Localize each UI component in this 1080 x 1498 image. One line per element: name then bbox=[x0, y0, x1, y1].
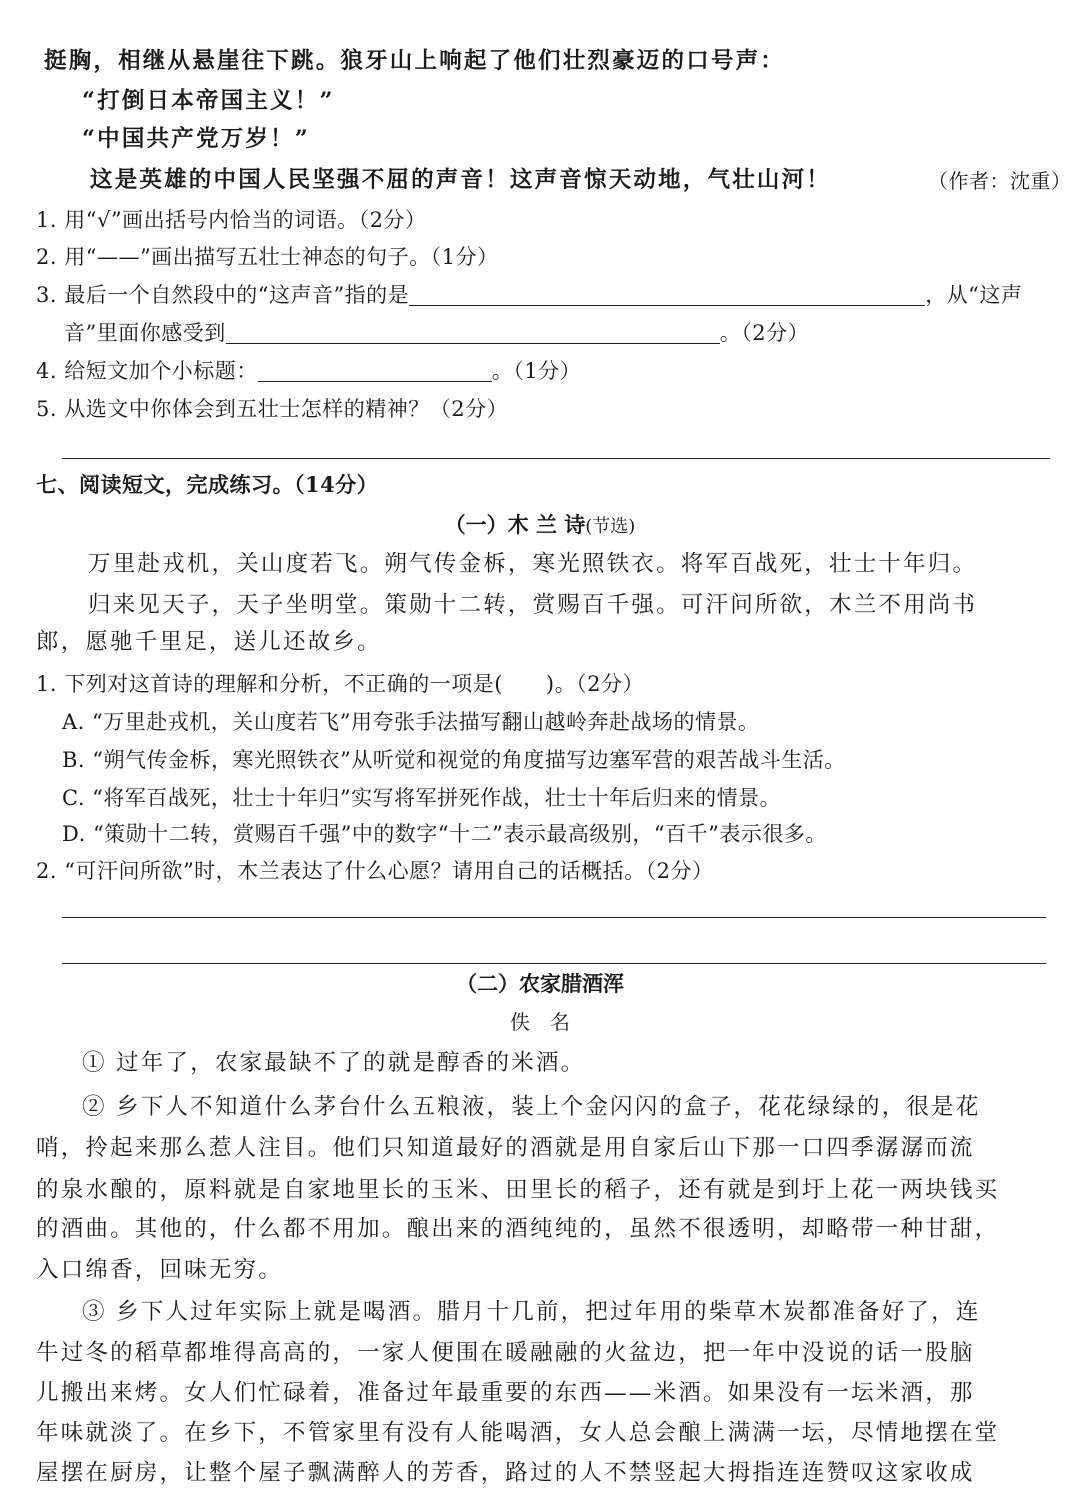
question-4-text-a: 4. 给短文加个小标题： bbox=[36, 359, 258, 383]
author-credit: （作者：沈重） bbox=[928, 169, 1072, 193]
answer-blank[interactable] bbox=[226, 321, 720, 344]
question-3-cont bbox=[64, 318, 809, 348]
section-heading: 七、阅读短文，完成练习。（14分） bbox=[36, 472, 379, 497]
answer-line[interactable] bbox=[62, 458, 1050, 459]
poem-title bbox=[0, 510, 1080, 542]
passage-line: “中国共产党万岁！” bbox=[82, 126, 310, 152]
question-3-text-a: 3. 最后一个自然段中的“这声音”指的是 bbox=[36, 283, 410, 307]
question-1: 1. 用“√”画出括号内恰当的词语。（2分） bbox=[36, 208, 427, 232]
article-line: 哨，拎起来那么惹人注目。他们只知道最好的酒就是用自家后山下那一口四季潺潺而流 bbox=[36, 1135, 975, 1161]
article-line: ② 乡下人不知道什么茅台什么五粮液，装上个金闪闪的盒子，花花绿绿的，很是花 bbox=[82, 1094, 981, 1120]
answer-blank[interactable] bbox=[258, 359, 492, 382]
poem-title-note: (节选) bbox=[585, 516, 636, 537]
poem-line: 万里赴戎机，关山度若飞。朔气传金柝，寒光照铁衣。将军百战死，壮士十年归。 bbox=[88, 551, 978, 577]
option-d: D. “策勋十二转，赏赐百千强”中的数字“十二”表示最高级别，“百千”表示很多。 bbox=[62, 822, 827, 846]
passage-line: 挺胸，相继从悬崖往下跳。狼牙山上响起了他们壮烈豪迈的口号声： bbox=[44, 48, 786, 74]
article-author: 佚 名 bbox=[510, 1010, 570, 1034]
question-3 bbox=[36, 280, 1022, 310]
article-line: 屋摆在厨房，让整个屋子飘满醉人的芳香，路过的人不禁竖起大拇指连连赞叹这家收成 bbox=[36, 1460, 975, 1486]
question-5: 5. 从选文中你体会到五壮士怎样的精神？（2分） bbox=[36, 397, 509, 421]
passage-line: “打倒日本帝国主义！” bbox=[82, 88, 335, 114]
article-line: ① 过年了，农家最缺不了的就是醇香的米酒。 bbox=[82, 1050, 586, 1076]
answer-line[interactable] bbox=[62, 963, 1046, 964]
article-title: （二）农家腊酒浑 bbox=[456, 971, 624, 996]
question-4 bbox=[36, 356, 581, 386]
question-4-text-b: 。（1分） bbox=[491, 359, 582, 383]
question-3-text-b: ，从“这声 bbox=[925, 283, 1023, 307]
question-1: 1. 下列对这首诗的理解和分析，不正确的一项是( )。（2分） bbox=[36, 672, 644, 696]
article-line: 年味就淡了。在乡下，不管家里有没有人能喝酒，女人总会酿上满满一坛，尽情地摆在堂 bbox=[36, 1420, 1000, 1446]
question-3-text-c: 音”里面你感受到 bbox=[64, 321, 226, 345]
option-b: B. “朔气传金柝，寒光照铁衣”从听觉和视觉的角度描写边塞军营的艰苦战斗生活。 bbox=[62, 748, 846, 772]
poem-title-text: （一）木 兰 诗 bbox=[444, 512, 586, 537]
answer-line[interactable] bbox=[62, 917, 1046, 918]
article-line: 入口绵香，回味无穷。 bbox=[36, 1257, 284, 1283]
question-3-text-d: 。（2分） bbox=[719, 321, 810, 345]
passage-line: 这是英雄的中国人民坚强不屈的声音！这声音惊天动地，气壮山河！ bbox=[90, 167, 832, 193]
poem-line: 郎，愿驰千里足，送儿还故乡。 bbox=[36, 629, 382, 655]
article-line: 儿搬出来烤。女人们忙碌着，准备过年最重要的东西——米酒。如果没有一坛米酒，那 bbox=[36, 1380, 975, 1406]
article-line: ③ 乡下人过年实际上就是喝酒。腊月十几前，把过年用的柴草木炭都准备好了，连 bbox=[82, 1299, 981, 1325]
answer-blank[interactable] bbox=[409, 283, 925, 306]
article-line: 牛过冬的稻草都堆得高高的，一家人便围在暖融融的火盆边，把一年中没说的话一股脑 bbox=[36, 1340, 975, 1366]
poem-line: 归来见天子，天子坐明堂。策勋十二转，赏赐百千强。可汗问所欲，木兰不用尚书 bbox=[88, 592, 978, 618]
question-2: 2. 用“——”画出描写五壮士神态的句子。（1分） bbox=[36, 245, 499, 269]
option-c: C. “将军百战死，壮士十年归”实写将军拼死作战，壮士十年后归来的情景。 bbox=[62, 786, 782, 810]
article-line: 的酒曲。其他的，什么都不用加。酿出来的酒纯纯的，虽然不很透明，却略带一种甘甜， bbox=[36, 1216, 1000, 1242]
option-a: A. “万里赴戎机，关山度若飞”用夸张手法描写翻山越岭奔赴战场的情景。 bbox=[62, 710, 760, 734]
question-2: 2. “可汗问所欲”时，木兰表达了什么心愿？请用自己的话概括。（2分） bbox=[36, 859, 714, 883]
article-line: 的泉水酿的，原料就是自家地里长的玉米、田里长的稻子，还有就是到圩上花一两块钱买 bbox=[36, 1177, 1000, 1203]
